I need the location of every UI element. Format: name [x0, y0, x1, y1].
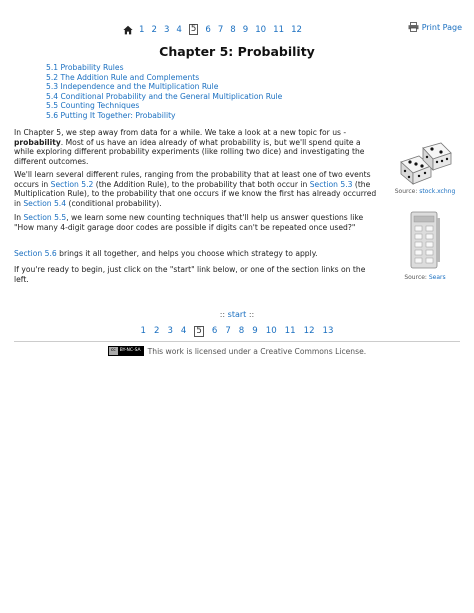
page-link[interactable]: 6: [211, 326, 218, 336]
section-list: [46, 63, 282, 121]
keypad-source: Source: Sears: [404, 274, 446, 281]
section-5-5-link[interactable]: Section 5.5: [23, 213, 67, 222]
section-link-5-1[interactable]: 5.1 Probability Rules: [46, 63, 124, 72]
begin-paragraph: If you're ready to begin, just click on the "start" link below, or one of the section links on the left.: [14, 265, 366, 284]
print-page-label[interactable]: Print Page: [421, 22, 462, 32]
print-page-button[interactable]: [408, 22, 462, 32]
bottom-pager: [0, 326, 474, 337]
page-link[interactable]: 4: [180, 326, 187, 336]
page-link[interactable]: 3: [163, 24, 170, 35]
page-link[interactable]: 8: [230, 24, 236, 35]
license-text: This work is licensed under a Creative Commons License.: [147, 346, 367, 356]
section-5-2-link[interactable]: Section 5.2: [50, 179, 94, 189]
keypad-image: [405, 210, 445, 272]
top-navigation: [0, 22, 474, 38]
current-page: 5: [196, 326, 202, 336]
keypad-source-link[interactable]: Sears: [428, 274, 446, 281]
page-link[interactable]: 6: [205, 24, 211, 35]
intro-paragraph: In Chapter 5, we step away from data for a while. We take a look at a new topic for us - probability. Most of us have an idea already of what probability is, but we'll spend quite a while exploring different probability experiments (like rolling two dice) and investigating the different outcomes.: [14, 128, 365, 167]
top-pager: [123, 24, 309, 35]
section-link-5-6[interactable]: 5.6 Putting It Together: Probability: [46, 110, 176, 120]
page-link[interactable]: 11: [284, 326, 296, 336]
start-navigation: :: start ::: [219, 310, 255, 319]
page-link[interactable]: 8: [238, 326, 245, 336]
page-link[interactable]: 10: [255, 24, 267, 35]
together-paragraph: Section 5.6 brings it all together, and helps you choose which strategy to apply.: [14, 249, 318, 258]
page-link[interactable]: 2: [151, 24, 157, 35]
page-link[interactable]: 2: [153, 326, 160, 336]
section-5-4-link[interactable]: Section 5.4: [23, 199, 67, 209]
dice-source: Source: stock.xchng: [394, 188, 456, 195]
dice-image: [397, 140, 453, 186]
page-link[interactable]: 11: [273, 24, 285, 35]
page-title: Chapter 5: Probability: [159, 44, 315, 59]
start-link[interactable]: start: [227, 310, 247, 319]
page-link[interactable]: 9: [242, 24, 249, 35]
dice-figure: [380, 140, 470, 195]
current-page: 5: [190, 24, 197, 34]
license-notice: [0, 346, 474, 356]
page-link[interactable]: 1: [140, 326, 146, 336]
counting-paragraph: In Section 5.5, we learn some new counting techniques that'll help us answer questions like "How many 4-digit garage door codes are possible if digits can't be repeated once used?": [14, 213, 364, 232]
printer-icon: [408, 22, 419, 32]
section-link-5-4[interactable]: 5.4 Conditional Probability and the General Multiplication Rule: [46, 91, 283, 101]
section-link-5-2[interactable]: 5.2 The Addition Rule and Complements: [46, 72, 200, 82]
page-link[interactable]: 7: [225, 326, 231, 336]
section-5-6-link[interactable]: Section 5.6: [14, 249, 57, 258]
dice-source-link[interactable]: stock.xchng: [419, 188, 456, 195]
page-link[interactable]: 3: [167, 326, 173, 336]
divider: [14, 341, 460, 342]
probability-term: probability: [14, 137, 61, 147]
page-link[interactable]: 12: [303, 326, 315, 336]
page-link[interactable]: 13: [322, 326, 334, 336]
page-link[interactable]: 10: [265, 326, 277, 336]
home-icon[interactable]: [123, 25, 133, 35]
section-5-3-link[interactable]: Section 5.3: [309, 179, 353, 189]
page-link[interactable]: 4: [176, 24, 182, 35]
rules-paragraph: We'll learn several different rules, ranging from the probability that at least one of two events occurs in Section 5.2 (the Addition Rule), to the probability that both occur in Section 5.3 (the Multiplication Rule), to the probability that one occurs if we know the first has already occurred in Section 5.4 (conditional probability).: [14, 170, 377, 209]
section-link-5-3[interactable]: 5.3 Independence and the Multiplication Rule: [46, 82, 219, 92]
page-link[interactable]: 9: [252, 326, 258, 336]
keypad-figure: [380, 210, 470, 281]
page-link[interactable]: 12: [291, 24, 303, 35]
page-link[interactable]: 7: [217, 24, 224, 35]
creative-commons-badge[interactable]: cc BY-NC-SA: [108, 346, 144, 356]
page-link[interactable]: 1: [139, 24, 145, 35]
section-link-5-5[interactable]: 5.5 Counting Techniques: [46, 101, 140, 111]
